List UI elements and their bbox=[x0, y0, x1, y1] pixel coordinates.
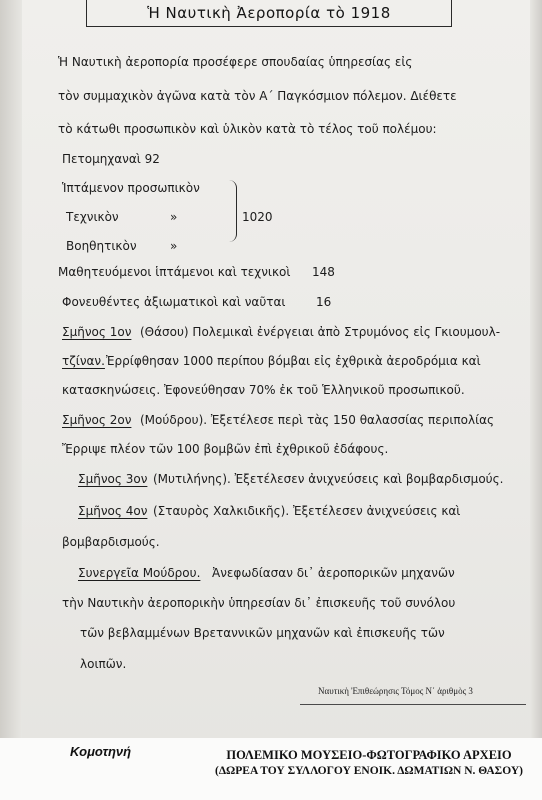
workshop-label: Συνεργεῖα Μούδρου. bbox=[78, 566, 201, 580]
squadron-2-line-1: (Μούδρου). Ἐξετέλεσε περὶ τὰς 150 θαλασσίας περιπολίας bbox=[140, 413, 495, 427]
source-rule bbox=[300, 704, 526, 705]
killed-count: 16 bbox=[316, 295, 332, 309]
workshop-line-3: τῶν βεβλαμμένων Βρεταννικῶν μηχανῶν καὶ ἐπισκευῆς τῶν bbox=[80, 626, 445, 640]
auxiliary-personnel: Βοηθητικὸν bbox=[66, 239, 137, 253]
source-citation: Ναυτικὴ Ἐπιθεώρησις Τόμος Ν΄ ἀριθμὸς 3 bbox=[318, 686, 473, 696]
personnel-brace bbox=[226, 180, 237, 242]
squadron-2-label: Σμῆνος 2ον bbox=[62, 413, 132, 427]
workshop-line-1: Ἀνεφωδίασαν δι᾽ ἀεροπορικῶν μηχανῶν bbox=[212, 566, 455, 580]
flying-personnel: Ἱπτάμενον προσωπικὸν bbox=[62, 181, 200, 195]
left-edge bbox=[0, 0, 22, 740]
squadron-3-line-1: (Μυτιλήνης). Ἐξετέλεσεν ἀνιχνεύσεις καὶ βομβαρδισμούς. bbox=[153, 472, 504, 486]
squadron-1-label: Σμῆνος 1ον bbox=[62, 325, 132, 339]
squadron-4-label: Σμῆνος 4ον bbox=[78, 504, 148, 518]
trainees-label: Μαθητευόμενοι ἱπτάμενοι καὶ τεχνικοὶ bbox=[58, 265, 291, 279]
squadron-1-line-2-label: τζίναν. bbox=[62, 354, 105, 368]
personnel-total: 1020 bbox=[242, 210, 273, 224]
archive-donation: (ΔΩΡΕΑ ΤΟΥ ΣΥΛΛΟΓΟΥ ΕΝΟΙΚ. ΔΩΜΑΤΙΩΝ Ν. ΘΑΣΟΥ) bbox=[215, 765, 523, 777]
paragraph-line-2: τὸν συμμαχικὸν ἀγῶνα κατὰ τὸν Α΄ Παγκόσμιον πόλεμον. Διέθετε bbox=[58, 89, 457, 103]
paragraph-line-1: Ἡ Ναυτικὴ ἀεροπορία προσέφερε σπουδαίας ὑπηρεσίας εἰς bbox=[58, 55, 413, 69]
killed-label: Φονευθέντες ἀξιωματικοὶ καὶ ναῦται bbox=[62, 295, 286, 309]
paragraph-line-3: τὸ κάτωθι προσωπικὸν καὶ ὑλικὸν κατὰ τὸ τέλος τοῦ πολέμου: bbox=[58, 122, 437, 136]
technical-ditto-mark: » bbox=[170, 210, 178, 224]
auxiliary-ditto-mark: » bbox=[170, 239, 178, 253]
squadron-4-line-2: βομβαρδισμούς. bbox=[62, 535, 160, 549]
squadron-1-line-3: κατασκηνώσεις. Ἐφονεύθησαν 70% ἐκ τοῦ Ἑλληνικοῦ προσωπικοῦ. bbox=[62, 383, 465, 397]
squadron-2-line-2: Ἔρριψε πλέον τῶν 100 βομβῶν ἐπὶ ἐχθρικοῦ ἐδάφους. bbox=[62, 442, 389, 456]
right-edge bbox=[530, 0, 542, 740]
squadron-3-label: Σμῆνος 3ον bbox=[78, 472, 148, 486]
page-title: Ἡ Ναυτικὴ Ἀεροπορία τὸ 1918 bbox=[86, 0, 452, 27]
squadron-1-line-2: Ἐρρίφθησαν 1000 περίπου βόμβαι εἰς ἐχθρικὰ ἀεροδρόμια καὶ bbox=[106, 354, 481, 368]
aircraft-count: Πετομηχαναὶ 92 bbox=[62, 152, 160, 166]
workshop-line-2: τὴν Ναυτικὴν ἀεροπορικὴν ὑπηρεσίαν δι᾽ ἐπισκευῆς τοῦ συνόλου bbox=[62, 596, 456, 610]
archive-title: ΠΟΛΕΜΙΚΟ ΜΟΥΣΕΙΟ-ΦΩΤΟΓΡΑΦΙΚΟ ΑΡΧΕΙΟ bbox=[226, 748, 512, 762]
workshop-line-4: λοιπῶν. bbox=[80, 657, 127, 671]
squadron-4-line-1: (Σταυρὸς Χαλκιδικῆς). Ἐξετέλεσεν ἀνιχνεύσεις καὶ bbox=[153, 504, 461, 518]
technical-personnel: Τεχνικὸν bbox=[66, 210, 119, 224]
squadron-1-line-1: (Θάσου) Πολεμικαὶ ἐνέργειαι ἀπὸ Στρυμόνος εἰς Γκιουμουλ- bbox=[140, 325, 501, 339]
handwritten-location: Κομοτηνή bbox=[70, 744, 132, 759]
trainees-count: 148 bbox=[312, 265, 335, 279]
